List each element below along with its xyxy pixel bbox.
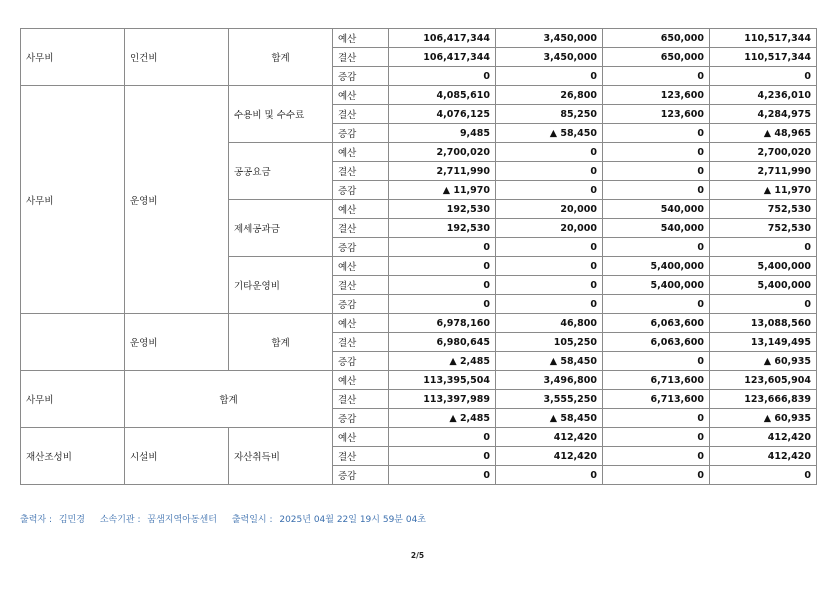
item-cell: 자산취득비 <box>229 428 333 485</box>
value-cell: 6,063,600 <box>603 314 710 333</box>
type-cell: 증감 <box>333 466 389 485</box>
value-cell: 110,517,344 <box>710 29 817 48</box>
value-cell: 0 <box>389 428 496 447</box>
value-cell: 540,000 <box>603 219 710 238</box>
type-cell: 증감 <box>333 295 389 314</box>
value-cell: 4,085,610 <box>389 86 496 105</box>
value-cell: 0 <box>603 67 710 86</box>
subcategory-cell: 운영비 <box>125 314 229 371</box>
value-cell: 0 <box>496 67 603 86</box>
value-cell: 6,713,600 <box>603 390 710 409</box>
category-cell: 사무비 <box>21 29 125 86</box>
print-time-value: 2025년 04월 22일 19시 59분 04초 <box>279 515 426 525</box>
type-cell: 증감 <box>333 409 389 428</box>
type-cell: 예산 <box>333 428 389 447</box>
value-cell: 650,000 <box>603 48 710 67</box>
value-cell: 2,700,020 <box>710 143 817 162</box>
value-cell: 540,000 <box>603 200 710 219</box>
value-cell: 192,530 <box>389 219 496 238</box>
value-cell: 0 <box>389 238 496 257</box>
item-cell: 제세공과금 <box>229 200 333 257</box>
value-cell: ▲ 48,965 <box>710 124 817 143</box>
value-cell: 0 <box>603 124 710 143</box>
value-cell: 5,400,000 <box>603 257 710 276</box>
value-cell: 0 <box>496 238 603 257</box>
print-info <box>20 512 430 525</box>
subtotal-cell: 합계 <box>125 371 333 428</box>
item-cell: 합계 <box>229 314 333 371</box>
value-cell: ▲ 58,450 <box>496 409 603 428</box>
org-name: 꿈샘지역아동센터 <box>147 515 217 525</box>
type-cell: 예산 <box>333 200 389 219</box>
table-row <box>21 428 817 447</box>
value-cell: 0 <box>603 428 710 447</box>
value-cell: 6,980,645 <box>389 333 496 352</box>
value-cell: 0 <box>603 352 710 371</box>
type-cell: 예산 <box>333 86 389 105</box>
type-cell: 증감 <box>333 181 389 200</box>
value-cell: 412,420 <box>710 447 817 466</box>
type-cell: 결산 <box>333 162 389 181</box>
value-cell: 0 <box>496 466 603 485</box>
value-cell: 0 <box>603 447 710 466</box>
value-cell: 110,517,344 <box>710 48 817 67</box>
value-cell: 123,600 <box>603 86 710 105</box>
category-cell: 사무비 <box>21 371 125 428</box>
value-cell: 105,250 <box>496 333 603 352</box>
value-cell: 5,400,000 <box>603 276 710 295</box>
type-cell: 예산 <box>333 143 389 162</box>
value-cell: 13,149,495 <box>710 333 817 352</box>
printer-name: 김민경 <box>58 515 85 525</box>
value-cell: 752,530 <box>710 200 817 219</box>
value-cell: 0 <box>710 67 817 86</box>
value-cell: ▲ 58,450 <box>496 352 603 371</box>
value-cell: 0 <box>710 238 817 257</box>
category-cell <box>21 314 125 371</box>
table-row <box>21 314 817 333</box>
item-cell: 수용비 및 수수료 <box>229 86 333 143</box>
type-cell: 결산 <box>333 333 389 352</box>
type-cell: 예산 <box>333 371 389 390</box>
printer-label: 출력자 : <box>20 515 52 525</box>
print-time-label: 출력일시 : <box>231 515 273 525</box>
value-cell: 0 <box>496 276 603 295</box>
value-cell: 123,666,839 <box>710 390 817 409</box>
value-cell: 0 <box>496 162 603 181</box>
value-cell: 3,496,800 <box>496 371 603 390</box>
type-cell: 결산 <box>333 276 389 295</box>
value-cell: 0 <box>496 257 603 276</box>
value-cell: ▲ 2,485 <box>389 409 496 428</box>
value-cell: 5,400,000 <box>710 276 817 295</box>
value-cell: 0 <box>496 143 603 162</box>
org-label: 소속기관 : <box>99 515 141 525</box>
value-cell: ▲ 60,935 <box>710 409 817 428</box>
value-cell: 752,530 <box>710 219 817 238</box>
page-number: 2/5 <box>410 551 425 560</box>
value-cell: 0 <box>603 181 710 200</box>
type-cell: 결산 <box>333 390 389 409</box>
value-cell: 123,605,904 <box>710 371 817 390</box>
value-cell: 9,485 <box>389 124 496 143</box>
type-cell: 결산 <box>333 219 389 238</box>
budget-table <box>20 28 817 485</box>
value-cell: 113,395,504 <box>389 371 496 390</box>
type-cell: 증감 <box>333 67 389 86</box>
value-cell: 4,076,125 <box>389 105 496 124</box>
value-cell: 0 <box>710 295 817 314</box>
value-cell: 46,800 <box>496 314 603 333</box>
type-cell: 결산 <box>333 105 389 124</box>
type-cell: 예산 <box>333 314 389 333</box>
value-cell: 123,600 <box>603 105 710 124</box>
value-cell: 0 <box>389 295 496 314</box>
value-cell: 4,284,975 <box>710 105 817 124</box>
value-cell: 0 <box>603 409 710 428</box>
value-cell: 0 <box>389 67 496 86</box>
item-cell: 공공요금 <box>229 143 333 200</box>
value-cell: 0 <box>389 276 496 295</box>
value-cell: 106,417,344 <box>389 29 496 48</box>
type-cell: 결산 <box>333 48 389 67</box>
value-cell: 26,800 <box>496 86 603 105</box>
table-row <box>21 371 817 390</box>
value-cell: 106,417,344 <box>389 48 496 67</box>
subcategory-cell: 시설비 <box>125 428 229 485</box>
value-cell: 0 <box>496 181 603 200</box>
value-cell: 3,555,250 <box>496 390 603 409</box>
value-cell: 13,088,560 <box>710 314 817 333</box>
table-row <box>21 86 817 105</box>
type-cell: 예산 <box>333 29 389 48</box>
value-cell: 0 <box>603 238 710 257</box>
item-cell: 합계 <box>229 29 333 86</box>
value-cell: 20,000 <box>496 219 603 238</box>
value-cell: 3,450,000 <box>496 29 603 48</box>
type-cell: 증감 <box>333 124 389 143</box>
value-cell: 192,530 <box>389 200 496 219</box>
value-cell: 0 <box>389 257 496 276</box>
value-cell: 0 <box>389 447 496 466</box>
value-cell: 113,397,989 <box>389 390 496 409</box>
value-cell: 0 <box>603 162 710 181</box>
table-row <box>21 29 817 48</box>
category-cell: 사무비 <box>21 86 125 314</box>
category-cell: 재산조성비 <box>21 428 125 485</box>
subcategory-cell: 운영비 <box>125 86 229 314</box>
value-cell: 6,713,600 <box>603 371 710 390</box>
value-cell: ▲ 11,970 <box>389 181 496 200</box>
value-cell: 2,700,020 <box>389 143 496 162</box>
value-cell: 20,000 <box>496 200 603 219</box>
value-cell: ▲ 11,970 <box>710 181 817 200</box>
value-cell: 6,978,160 <box>389 314 496 333</box>
type-cell: 증감 <box>333 352 389 371</box>
value-cell: 0 <box>389 466 496 485</box>
value-cell: 412,420 <box>710 428 817 447</box>
type-cell: 결산 <box>333 447 389 466</box>
value-cell: 2,711,990 <box>710 162 817 181</box>
value-cell: 0 <box>603 466 710 485</box>
value-cell: 2,711,990 <box>389 162 496 181</box>
value-cell: 650,000 <box>603 29 710 48</box>
value-cell: 412,420 <box>496 447 603 466</box>
value-cell: 5,400,000 <box>710 257 817 276</box>
value-cell: 0 <box>603 295 710 314</box>
value-cell: ▲ 60,935 <box>710 352 817 371</box>
value-cell: 0 <box>710 466 817 485</box>
type-cell: 예산 <box>333 257 389 276</box>
value-cell: 412,420 <box>496 428 603 447</box>
value-cell: 0 <box>496 295 603 314</box>
value-cell: ▲ 2,485 <box>389 352 496 371</box>
value-cell: 6,063,600 <box>603 333 710 352</box>
type-cell: 증감 <box>333 238 389 257</box>
value-cell: 3,450,000 <box>496 48 603 67</box>
value-cell: 0 <box>603 143 710 162</box>
value-cell: 85,250 <box>496 105 603 124</box>
value-cell: ▲ 58,450 <box>496 124 603 143</box>
subcategory-cell: 인건비 <box>125 29 229 86</box>
item-cell: 기타운영비 <box>229 257 333 314</box>
value-cell: 4,236,010 <box>710 86 817 105</box>
